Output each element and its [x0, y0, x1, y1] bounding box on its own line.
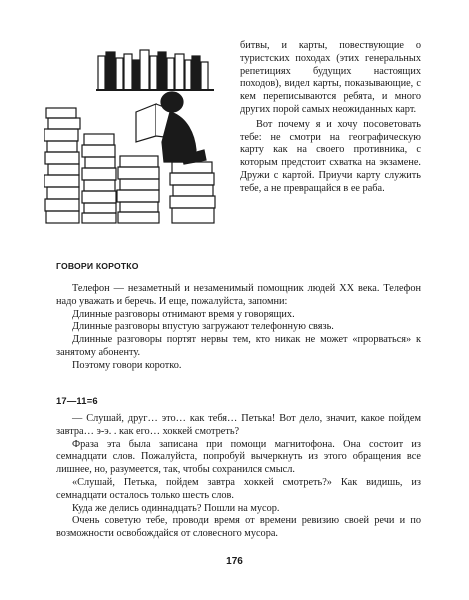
paragraph: Вот почему я и хочу посоветовать тебе: не смотри на географическую карту как на своего противника, с которым предстоит схватка на экзамене. Дружи с картой. Приучи карту служить тебе, а не превращайся в ее раба. [240, 118, 421, 194]
section-body [56, 413, 421, 541]
right-column-text [240, 40, 421, 196]
paragraph: Очень советую тебе, проводи время от времени ревизию своей речи и по возможности освобождайся от словесного мусора. [56, 515, 421, 540]
paragraph: Телефон — незаметный и незаменимый помощник людей XX века. Телефон надо уважать и беречь. И еще, пожалуйста, запомни: [56, 283, 421, 307]
section-heading: 17—11=6 [56, 395, 98, 406]
paragraph: «Слушай, Петька, пойдем завтра хоккей смотреть?» Как видишь, из семнадцати осталось только шесть слов. [56, 476, 421, 501]
books-illustration [44, 38, 224, 224]
paragraph: Длинные разговоры впустую загружают телефонную связь. [72, 321, 334, 333]
page-number: 176 [226, 556, 243, 567]
paragraph: Длинные разговоры портят нервы тем, кто никак не может «прорваться» к занятому абоненту. [56, 334, 421, 358]
paragraph: — Слушай, друг… это… как тебя… Петька! Вот дело, значит, какое пойдем завтра… э-э. . как его… хоккей смотреть? [56, 413, 421, 437]
section-heading: ГОВОРИ КОРОТКО [56, 261, 139, 271]
paragraph: битвы, и карты, повествующие о туристских походах (этих генеральных репетициях будущих настоящих походов), видел карты, показывающие, с кем переписываются ребята, и много других порой самых неожиданных карт. [240, 40, 421, 115]
paragraph: Длинные разговоры отнимают время у говорящих. [72, 308, 295, 320]
paragraph: Поэтому говори коротко. [72, 359, 182, 371]
section-body [56, 283, 421, 373]
paragraph: Фраза эта была записана при помощи магнитофона. Она состоит из семнадцати слов. Пожалуйста, попробуй вычеркнуть из этого обращения все лишнее, но, разумеется, так, чтобы сохранился смысл. [56, 438, 421, 476]
paragraph: Куда же делись одиннадцать? Пошли на мусор. [72, 502, 280, 514]
